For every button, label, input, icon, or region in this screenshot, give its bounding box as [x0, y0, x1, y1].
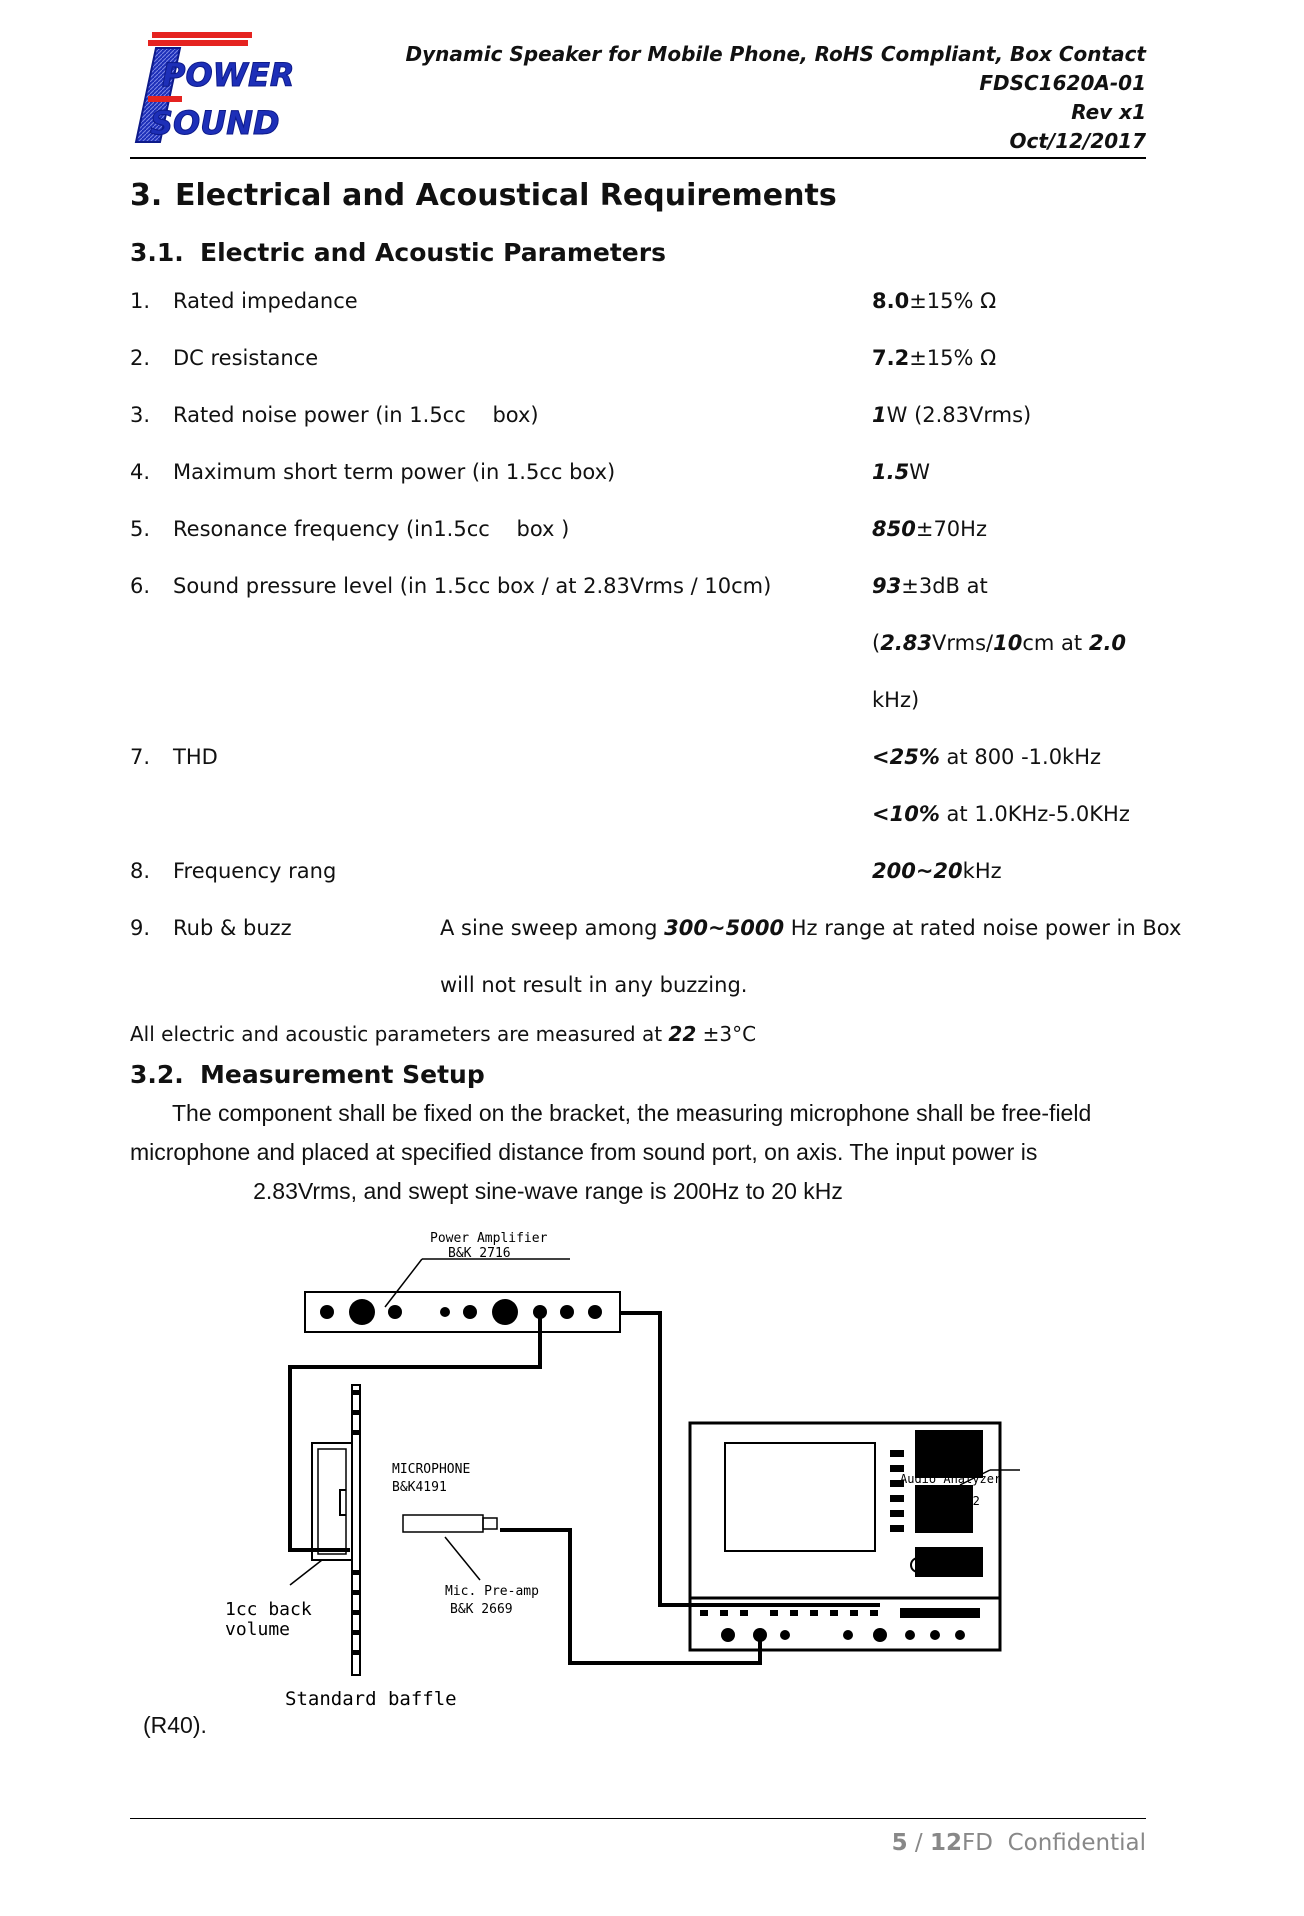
param-row: 4. Maximum short term power (in 1.5cc box) 1.5W	[130, 460, 930, 484]
part-number: FDSC1620A-01	[979, 71, 1146, 95]
rub-buzz-continuation: will not result in any buzzing.	[440, 973, 748, 997]
param-row: 3. Rated noise power (in 1.5cc box) 1W (2.83Vrms)	[130, 403, 1032, 427]
param-row: 2. DC resistance 7.2±15% Ω	[130, 346, 997, 370]
amp-model: B&K 2716	[448, 1246, 511, 1261]
param-row: 1. Rated impedance 8.0±15% Ω	[130, 289, 997, 313]
back-volume-label: 1cc back	[225, 1599, 312, 1620]
mic-label: MICROPHONE	[392, 1462, 471, 1477]
page-header	[406, 40, 1146, 156]
analyzer-model: B&K 2012	[922, 1494, 980, 1508]
standard-baffle-label: Standard baffle	[285, 1688, 457, 1710]
r40-note: (R40).	[143, 1712, 207, 1738]
thd-condition: <10% at 1.0KHz-5.0KHz	[872, 802, 1130, 826]
preamp-model: B&K 2669	[450, 1602, 513, 1617]
doc-title: Dynamic Speaker for Mobile Phone, RoHS Compliant, Box Contact	[405, 42, 1146, 66]
param-row: 9. Rub & buzz A sine sweep among 300~5000 Hz range at rated noise power in Box	[130, 916, 1182, 940]
subsection-heading-params: 3.1. Electric and Acoustic Parameters	[130, 238, 666, 267]
param-row: 7. THD <25% at 800 -1.0kHz	[130, 745, 1102, 769]
preamp-label: Mic. Pre-amp	[445, 1584, 539, 1599]
param-row: 6. Sound pressure level (in 1.5cc box / at 2.83Vrms / 10cm) 93±3dB at	[130, 574, 988, 598]
power-sound-logo	[130, 30, 320, 148]
analyzer-label: Audio Analyzer	[900, 1472, 1002, 1486]
footer-rule	[130, 1818, 1146, 1819]
measurement-note: All electric and acoustic parameters are measured at 22 ±3°C	[130, 1022, 757, 1046]
revision: Rev x1	[1071, 100, 1146, 124]
page-footer: 5 / 12FD Confidential	[891, 1830, 1146, 1856]
back-volume-label-2: volume	[225, 1619, 291, 1640]
spl-condition: (2.83Vrms/10cm at 2.0	[872, 631, 1127, 655]
amp-label: Power Amplifier	[430, 1231, 548, 1246]
subsection-heading-setup: 3.2. Measurement Setup	[130, 1060, 485, 1089]
spl-condition-unit: kHz)	[872, 688, 920, 712]
mic-model: B&K4191	[392, 1480, 447, 1495]
logo-text-power: POWER	[162, 56, 295, 94]
param-row: 8. Frequency rang 200~20kHz	[130, 859, 1002, 883]
section-heading: 3. Electrical and Acoustical Requirements	[130, 178, 837, 213]
logo-text-sound: SOUND	[150, 104, 280, 142]
measurement-setup-diagram	[200, 1225, 1020, 1725]
setup-paragraph: The component shall be fixed on the bracket, the measuring microphone shall be free-field microphone and placed at specified distance from sound port, on axis. The input power is 2.83Vrms, and swept sine-wave range is 200Hz to 20 kHz	[130, 1100, 1092, 1204]
header-rule	[130, 157, 1146, 159]
param-row: 5. Resonance frequency (in1.5cc box ) 850±70Hz	[130, 517, 987, 541]
doc-date: Oct/12/2017	[1009, 129, 1146, 153]
